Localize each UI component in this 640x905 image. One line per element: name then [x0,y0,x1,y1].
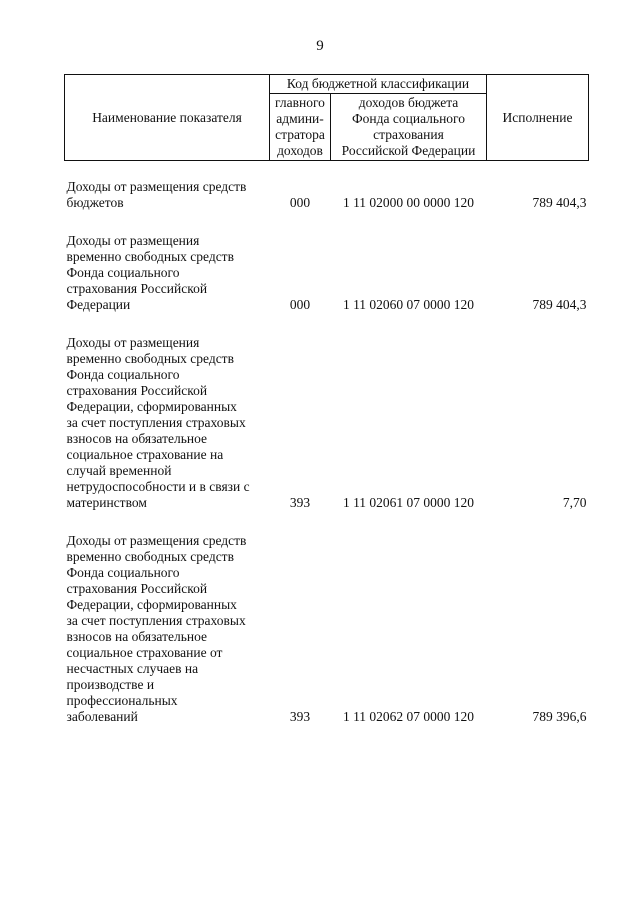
row-indicator-name: Доходы от размещения временно свободных средств Фонда социального страхования Российской Федерации, сформированных за счет поступления страховых взносов на обязательное социальное страхование на случай временной нетрудоспособности и в связи с материнством [66,335,250,510]
row-execution-value: 7,70 [562,495,587,510]
header-indicator-name: Наименование показателя [65,75,270,161]
row-indicator-name: Доходы от размещения средств временно свободных средств Фонда социального страхования Российской Федерации, сформированных за счет поступления страховых взносов на обязательное социальное страхование от несчастных случаев на производстве и профессиональных заболеваний [66,533,247,724]
row-income-code: 1 11 02060 07 0000 120 [342,297,475,312]
row-indicator-name: Доходы от размещения средств бюджетов [66,179,247,210]
header-chief-administrator: главного админи- стратора доходов [270,94,331,161]
page-number: 9 [316,38,324,54]
header-fund-revenue-code: доходов бюджета Фонда социального страхования Российской Федерации [331,94,487,161]
row-indicator-name: Доходы от размещения временно свободных средств Фонда социального страхования Российской Федерации [66,233,234,312]
row-income-code: 1 11 02000 00 0000 120 [342,195,475,210]
row-execution-value: 789 404,3 [532,195,587,210]
row-admin-code: 393 [289,709,311,724]
table-row [65,179,589,211]
header-execution: Исполнение [487,75,589,161]
table-row [65,533,589,725]
budget-revenue-table [64,74,589,725]
table-header [65,75,589,161]
row-execution-value: 789 404,3 [532,297,587,312]
row-admin-code: 000 [289,297,311,312]
row-income-code: 1 11 02061 07 0000 120 [342,495,475,510]
row-admin-code: 000 [289,195,311,210]
header-budget-classification-code: Код бюджетной классификации [270,75,487,94]
table-body [65,161,589,726]
row-execution-value: 789 396,6 [532,709,587,724]
row-admin-code: 393 [289,495,311,510]
table-row [65,335,589,511]
row-income-code: 1 11 02062 07 0000 120 [342,709,475,724]
table-row [65,233,589,313]
